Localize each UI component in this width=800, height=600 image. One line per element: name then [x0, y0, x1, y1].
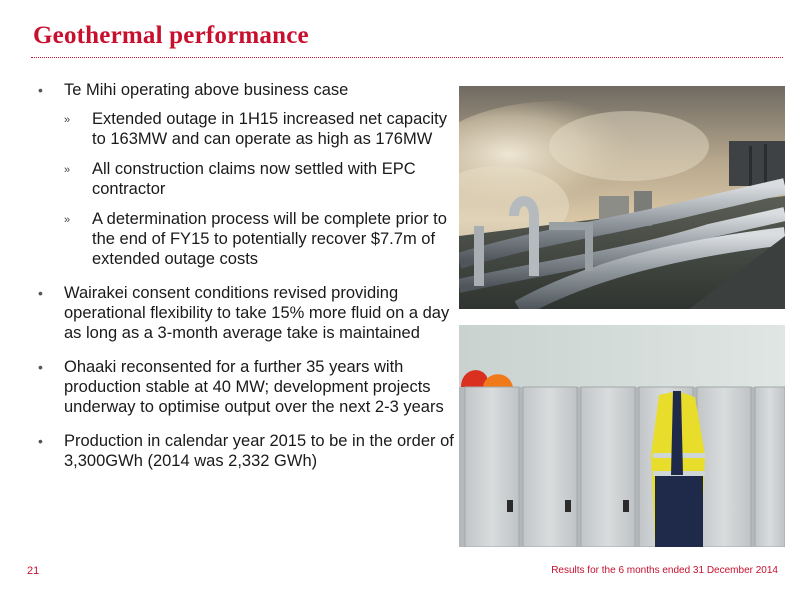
- bullet-item: [38, 357, 458, 417]
- bullet-marker: •: [38, 359, 43, 375]
- slide-title: Geothermal performance: [33, 22, 309, 49]
- bullet-item: [38, 283, 458, 343]
- sub-bullet-text: Extended outage in 1H15 increased net capacity to 163MW and can operate as high as 176MW: [92, 110, 447, 148]
- sub-bullet-item: [64, 109, 458, 149]
- sub-bullet-marker: »: [64, 114, 71, 126]
- bullet-text: Wairakei consent conditions revised providing operational flexibility to take 15% more fluid on a day as long as a 3-month average take is maintained: [64, 284, 450, 342]
- sub-bullet-marker: »: [64, 214, 71, 226]
- sub-bullet-list: [64, 109, 458, 269]
- geothermal-plant-pipelines-photo: [459, 86, 785, 309]
- bullet-item: [38, 80, 458, 269]
- bullet-marker: •: [38, 285, 43, 301]
- bullet-marker: •: [38, 433, 43, 449]
- sub-bullet-marker: »: [64, 164, 71, 176]
- bullet-text: Te Mihi operating above business case: [64, 81, 349, 99]
- footer-text: Results for the 6 months ended 31 December 2014: [551, 565, 778, 576]
- bullet-text: Production in calendar year 2015 to be in the order of 3,300GWh (2014 was 2,332 GWh): [64, 432, 454, 470]
- bullet-marker: •: [38, 82, 43, 98]
- sub-bullet-text: A determination process will be complete prior to the end of FY15 to potentially recover $7.7m of extended outage costs: [92, 210, 447, 268]
- locker-room-with-hivis-gear-photo: [459, 325, 785, 547]
- bullet-list: [38, 80, 458, 485]
- title-divider: [31, 57, 783, 58]
- bullet-text: Ohaaki reconsented for a further 35 years with production stable at 40 MW; development projects underway to optimise output over the next 2-3 years: [64, 358, 444, 416]
- bullet-item: [38, 431, 458, 471]
- sub-bullet-text: All construction claims now settled with EPC contractor: [92, 160, 416, 198]
- page-number: 21: [27, 565, 40, 577]
- sub-bullet-item: [64, 209, 458, 269]
- sub-bullet-item: [64, 159, 458, 199]
